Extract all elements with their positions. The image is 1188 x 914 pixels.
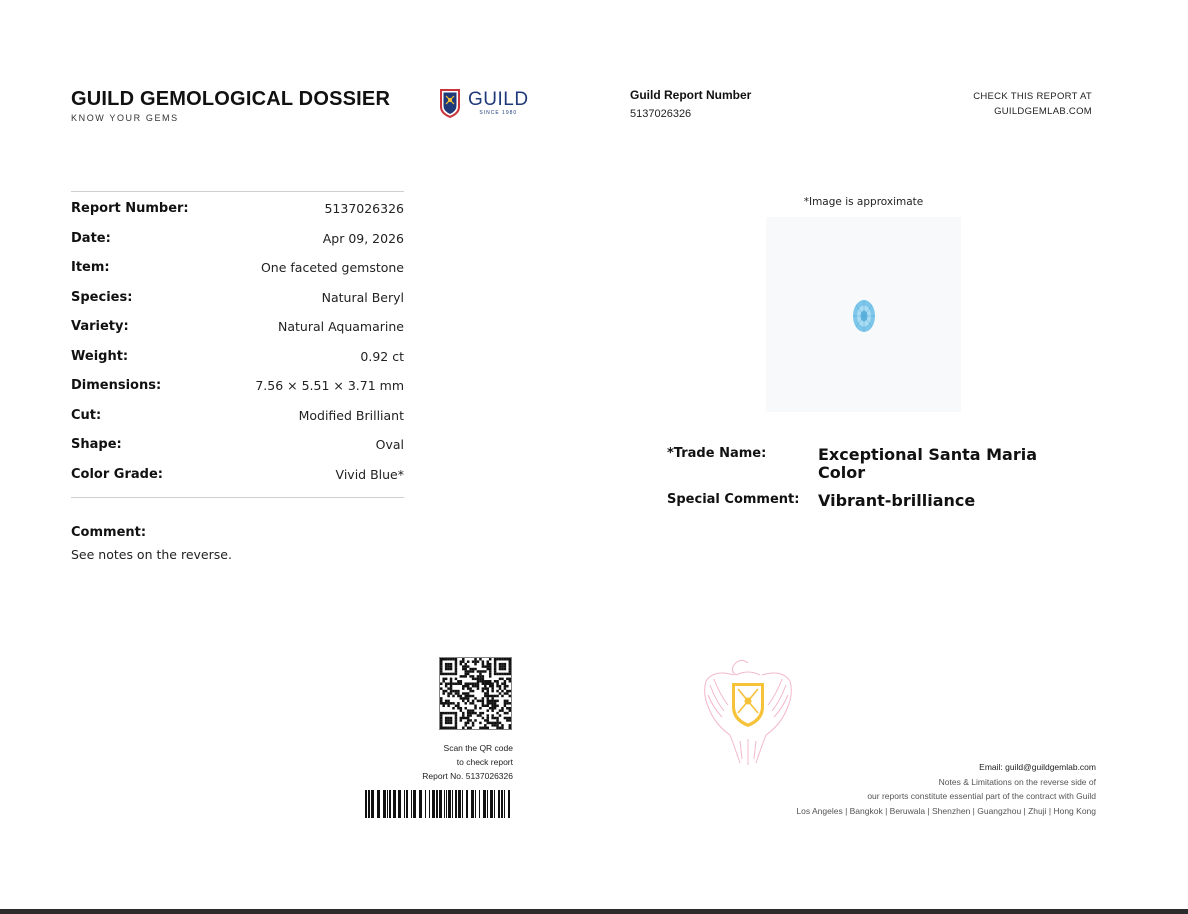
comment-label: Comment: [71,525,147,540]
spec-value: Natural Beryl [321,289,404,305]
spec-value: Oval [375,437,404,453]
eagle-seal-icon [700,655,796,767]
footer-locations: Los Angeles | Bangkok | Beruwala | Shenzhen | Guangzhou | Zhuji | Hong Kong [796,805,1096,816]
document-title: GUILD GEMOLOGICAL DOSSIER [71,88,391,110]
spec-label: Dimensions: [71,378,162,394]
guild-logo [438,87,529,119]
spec-value: 7.56 × 5.51 × 3.71 mm [255,378,404,394]
report-number-value: 5137026326 [630,108,692,120]
spec-label: Shape: [71,437,122,453]
spec-label: Weight: [71,348,129,364]
qr-line-1: Scan the QR code [443,743,513,753]
spec-label: Report Number: [71,201,189,217]
logo-text: GUILD [468,89,529,110]
footer-notes-1: Notes & Limitations on the reverse side of [938,776,1096,787]
footer-notes-2: our reports constitute essential part of the contract with Guild [867,791,1096,801]
verify-link[interactable] [892,89,1092,119]
spec-row [71,371,404,401]
spec-row [71,224,404,254]
spec-value: Vivid Blue* [335,466,404,482]
bottom-divider [0,909,1188,914]
spec-row [71,342,404,372]
shield-icon [438,87,462,119]
spec-label: Item: [71,260,110,276]
spec-row [71,430,404,460]
special-comment-label: Special Comment: [667,492,800,507]
spec-row [71,312,404,342]
verify-line-2[interactable]: GUILDGEMLAB.COM [994,106,1092,117]
verify-line-1: CHECK THIS REPORT AT [973,91,1092,102]
qr-line-3: Report No. 5137026326 [422,771,513,781]
spec-value: 5137026326 [324,201,404,217]
spec-row [71,194,404,224]
footer-info [676,760,1096,818]
gem-image [766,217,961,412]
comment-text: See notes on the reverse. [71,547,232,562]
spec-label: Date: [71,230,111,246]
qr-line-2: to check report [456,757,513,767]
logo-since: SINCE 1980 [479,110,518,116]
spec-label: Color Grade: [71,466,163,482]
spec-label: Species: [71,289,133,305]
spec-value: 0.92 ct [360,348,404,364]
report-number-label: Guild Report Number [630,88,752,102]
trade-name-label: *Trade Name: [667,446,767,461]
barcode-icon [365,790,514,818]
spec-value: Natural Aquamarine [278,319,404,335]
trade-name-value: Exceptional Santa Maria Color [818,445,1038,482]
spec-label: Cut: [71,407,102,423]
image-note: *Image is approximate [803,196,924,208]
specs-table [71,191,404,498]
spec-value: One faceted gemstone [260,260,404,276]
gemstone-icon [852,299,876,333]
spec-row [71,460,404,490]
special-comment-value: Vibrant-brilliance [818,491,976,510]
tagline: KNOW YOUR GEMS [71,113,179,123]
spec-value: Modified Brilliant [298,407,404,423]
spec-row [71,283,404,313]
spec-value: Apr 09, 2026 [322,230,404,246]
spec-label: Variety: [71,319,129,335]
footer-email[interactable]: Email: guild@guildgemlab.com [979,762,1096,772]
qr-code-icon[interactable] [439,657,512,730]
spec-row [71,401,404,431]
qr-caption [380,741,513,783]
spec-row [71,253,404,283]
